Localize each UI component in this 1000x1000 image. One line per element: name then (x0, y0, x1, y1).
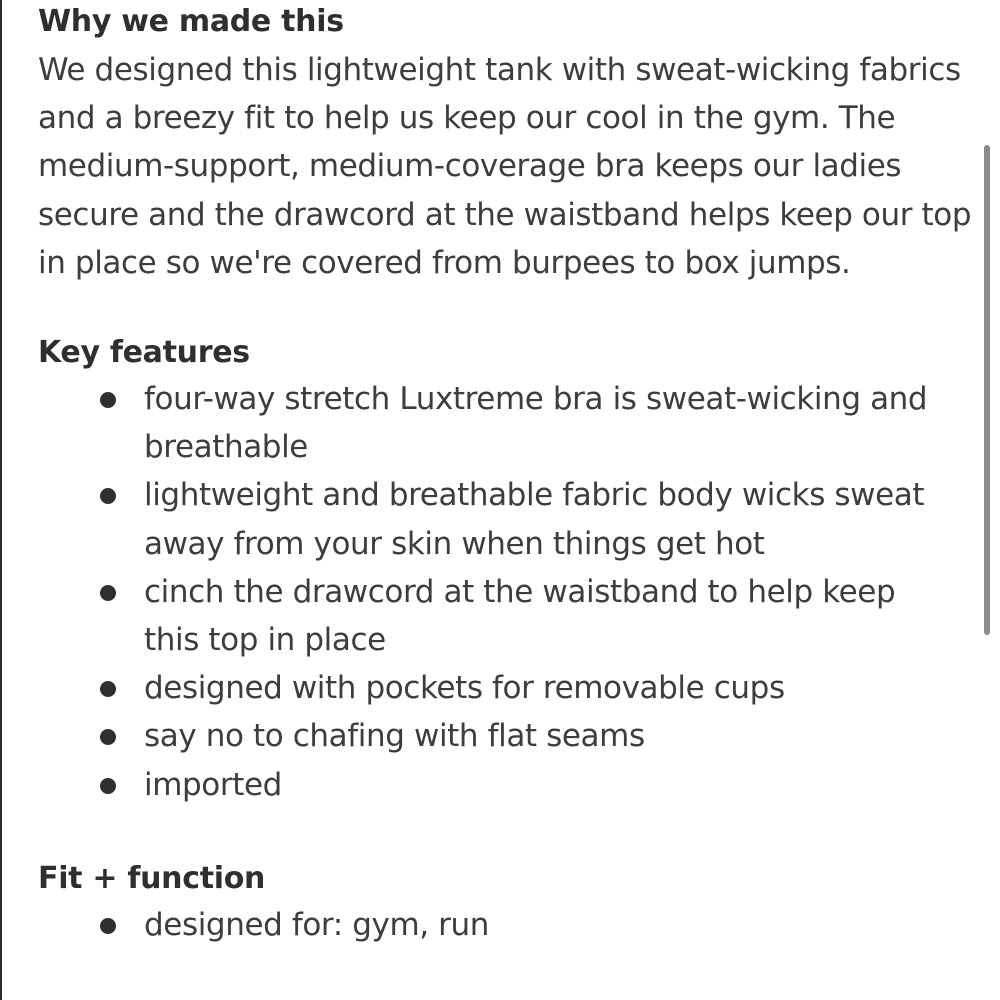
list-item-text: cinch the drawcord at the waistband to help keep this top in place (144, 573, 896, 659)
fit-function-list (38, 901, 978, 949)
list-item-text: lightweight and breathable fabric body wicks sweat away from your skin when things get hot (144, 477, 925, 562)
bullet-icon (100, 729, 116, 745)
list-item (38, 568, 944, 664)
list-item (38, 664, 944, 712)
list-item-text: say no to chafing with flat seams (144, 718, 645, 755)
scrollbar-thumb[interactable] (984, 145, 990, 635)
bullet-icon (100, 778, 116, 794)
list-item (38, 712, 944, 760)
bullet-icon (100, 585, 116, 601)
list-item-text: designed for: gym, run (144, 906, 489, 943)
why-we-made-this-text: We designed this lightweight tank with sweat-wicking fabrics and a breezy fit to help us keep our cool in the gym. The medium-support, medium-coverage bra keeps our ladies secure and the drawcord at the waistband helps keep our top in place so we're covered from burpees to box jumps. (38, 52, 972, 281)
bullet-icon (100, 392, 116, 408)
fit-function-heading: Fit + function (38, 860, 266, 896)
key-features-heading: Key features (38, 335, 250, 371)
bullet-icon (100, 918, 116, 934)
list-item-text: designed with pockets for removable cups (144, 670, 785, 707)
list-item (38, 901, 944, 949)
why-we-made-this-heading: Why we made this (38, 4, 344, 39)
key-features-list (38, 375, 978, 809)
list-item-text: four-way stretch Luxtreme bra is sweat-wicking and breathable (144, 381, 928, 466)
product-description (38, 0, 978, 949)
left-border (0, 0, 2, 1000)
list-item (38, 471, 944, 567)
list-item (38, 375, 944, 471)
list-item-text: imported (144, 766, 282, 803)
bullet-icon (100, 681, 116, 697)
list-item (38, 761, 944, 809)
bullet-icon (100, 488, 116, 504)
